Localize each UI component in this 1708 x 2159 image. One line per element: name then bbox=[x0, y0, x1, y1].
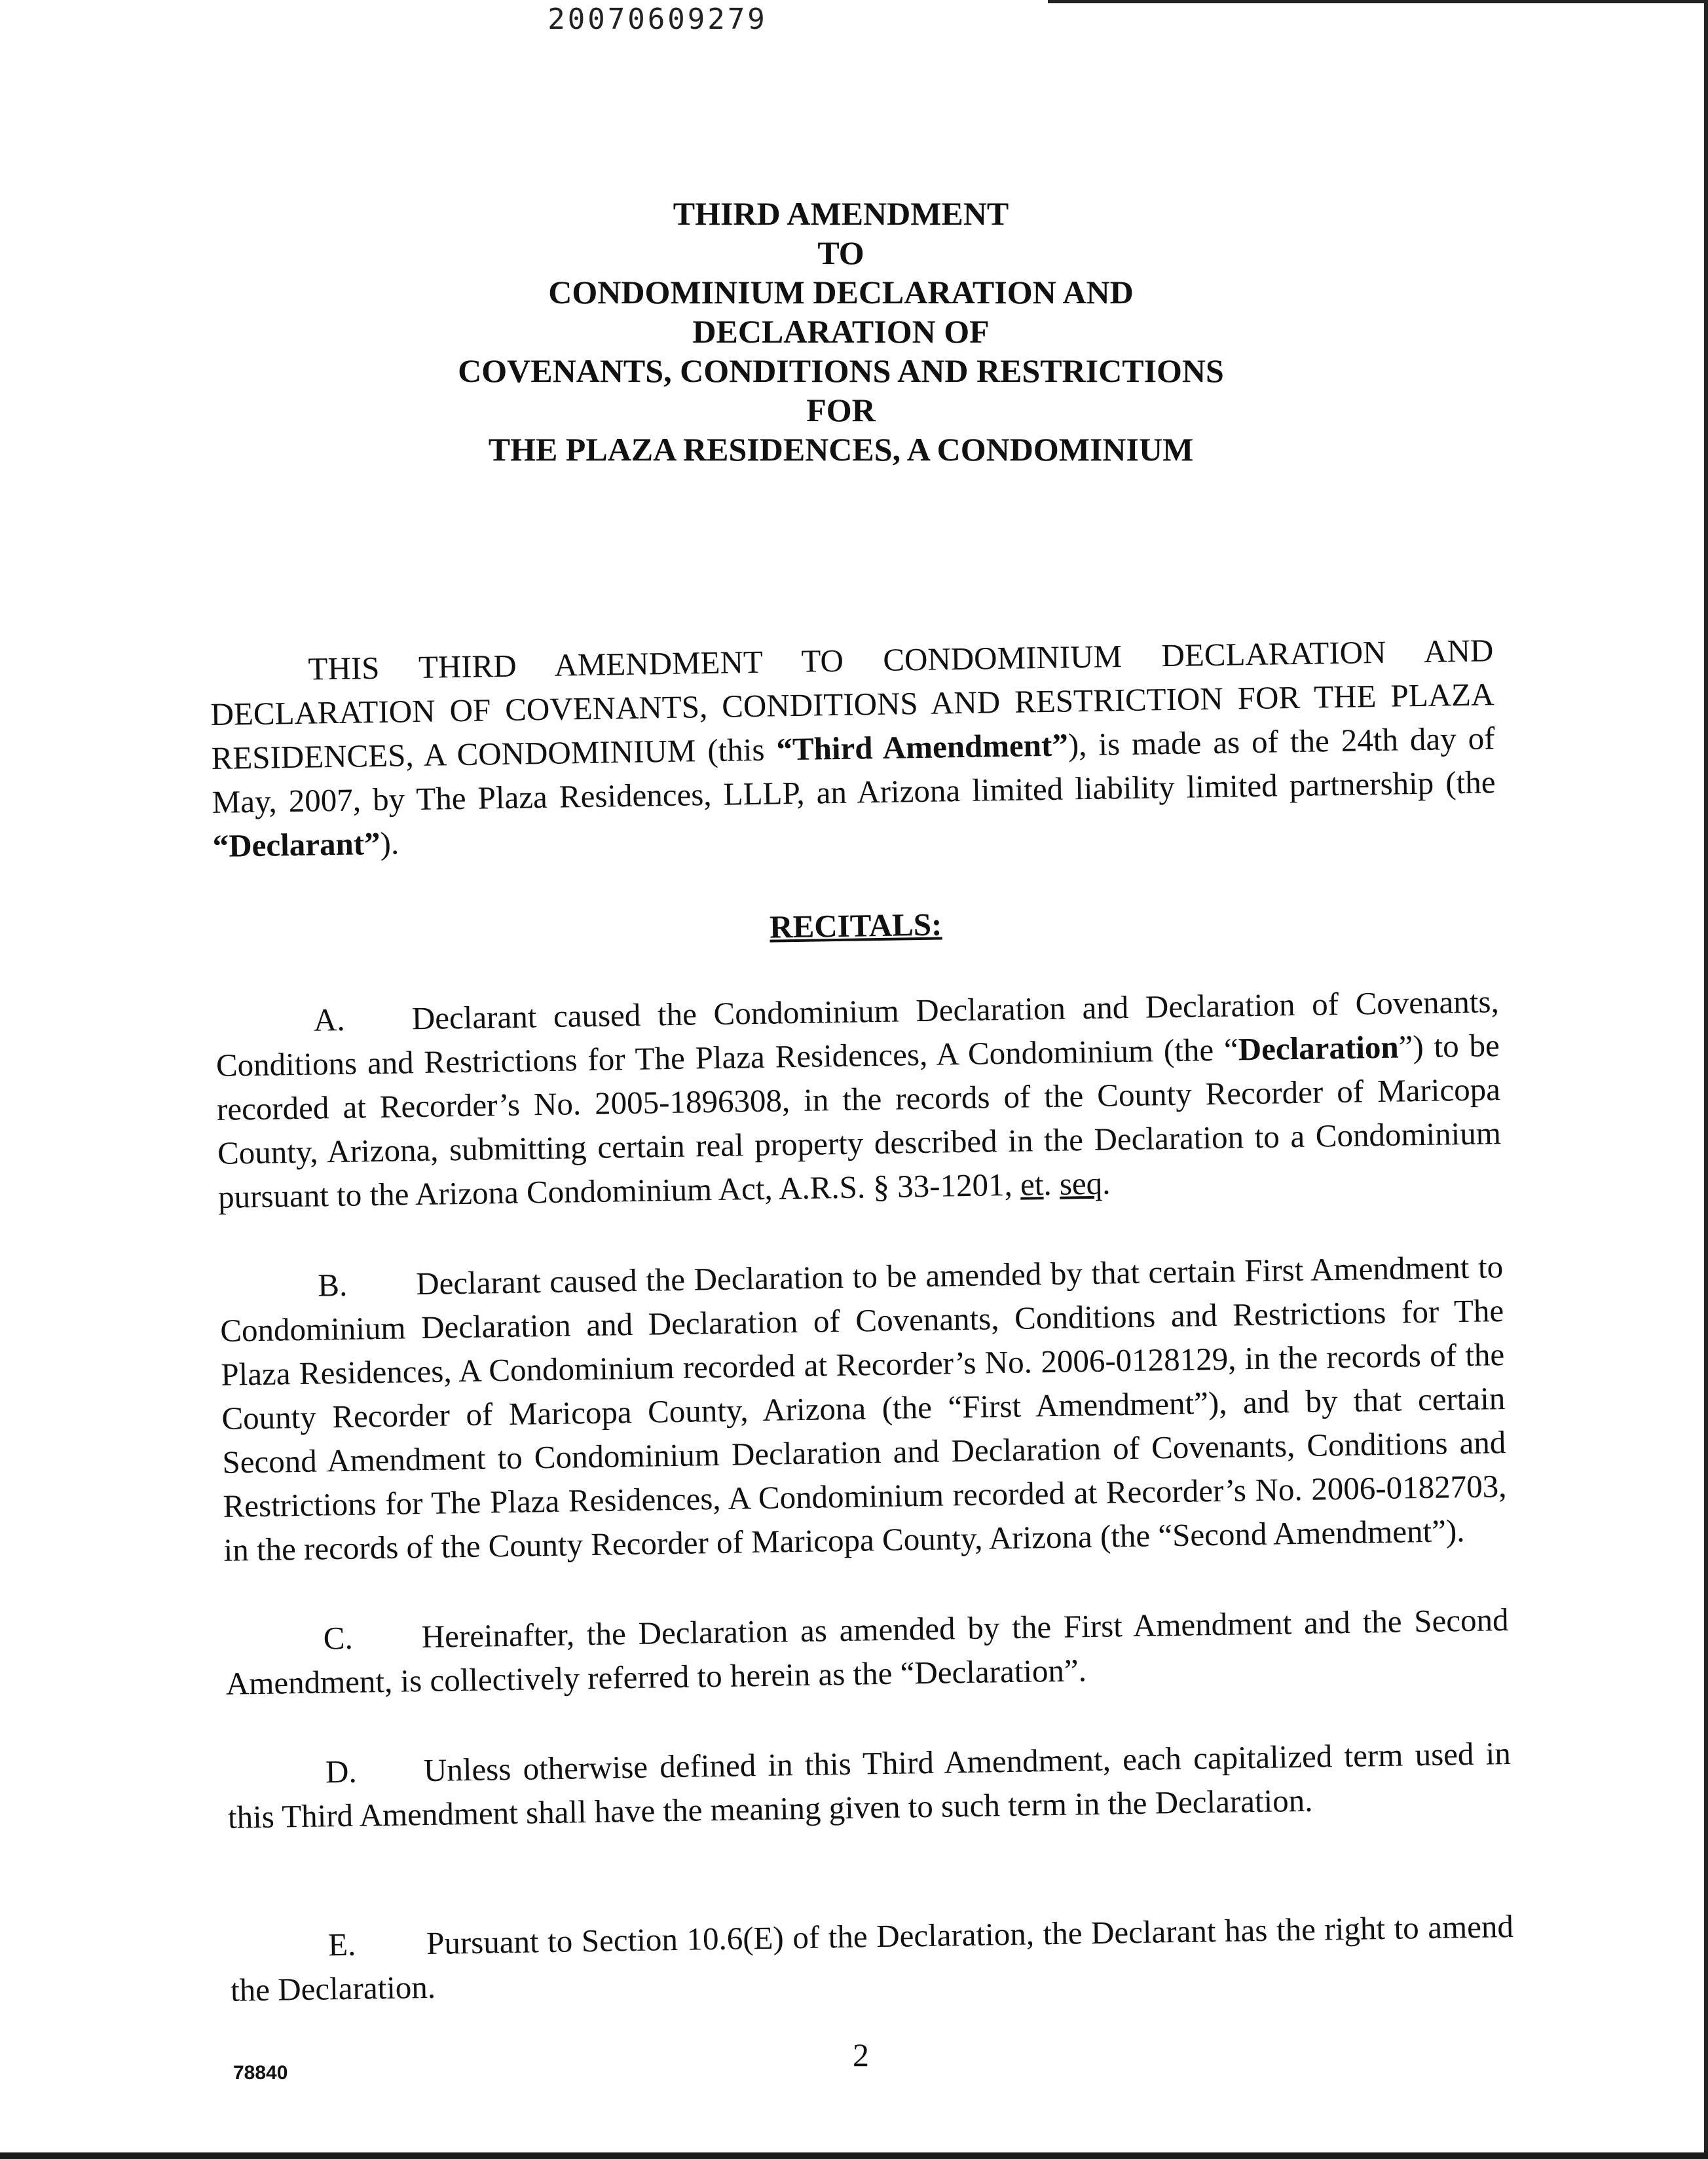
recital-d bbox=[227, 1731, 1512, 1839]
recital-text: Hereinafter, the Declaration as amended by the First Amendment and the Second Amendment, is collectively referred to herein as the “Declaration”. bbox=[225, 1602, 1509, 1702]
recital-letter: C. bbox=[323, 1619, 354, 1657]
intro-paragraph bbox=[210, 628, 1496, 868]
recital-e bbox=[230, 1904, 1515, 2012]
title-line: THIRD AMENDMENT bbox=[673, 195, 1009, 232]
recital-text: ”) to be recorded at Recorder’s No. 2005-1896308, in the records of the County Recorder of Maricopa County, Arizona, submitting certain real property described in the Declaration to a Condominium pursuant to the Arizona Condominium Act, A.R.S. § 33-1201, bbox=[216, 1027, 1502, 1215]
intro-text: ). bbox=[380, 825, 399, 861]
intro-text: THIS THIRD AMENDMENT TO CONDOMINIUM DECLARATION AND DECLARATION OF COVENANTS, CONDITIONS AND RESTRICTION FOR THE PLAZA RESIDENCES, A CONDOMINIUM (this bbox=[210, 632, 1494, 776]
defined-term-declarant: “Declarant” bbox=[212, 825, 381, 864]
title-line: COVENANTS, CONDITIONS AND RESTRICTIONS bbox=[458, 352, 1224, 389]
title-line: CONDOMINIUM DECLARATION AND bbox=[548, 274, 1134, 310]
recital-a bbox=[215, 979, 1502, 1219]
document-title bbox=[0, 194, 1695, 469]
recital-text: Declarant caused the Condominium Declaration and Declaration of Covenants, Conditions and Restrictions for The Plaza Residences, A Condominium (the “ bbox=[215, 983, 1500, 1083]
title-line: DECLARATION OF bbox=[692, 313, 990, 350]
recital-text: Unless otherwise defined in this Third Amendment, each capitalized term used in this Third Amendment shall have the meaning given to such term in the Declaration. bbox=[227, 1735, 1512, 1835]
scan-edge-right bbox=[1704, 0, 1708, 2159]
recital-letter: A. bbox=[313, 1001, 345, 1038]
defined-term-third-amendment: “Third Amendment” bbox=[776, 726, 1069, 768]
citation-et: et bbox=[1020, 1166, 1044, 1203]
recital-text: Pursuant to Section 10.6(E) of the Declaration, the Declarant has the right to amend the Declaration. bbox=[230, 1907, 1514, 2008]
recording-number: 20070609279 bbox=[548, 3, 768, 36]
page-number: 2 bbox=[853, 2037, 869, 2073]
citation-end: . bbox=[1102, 1165, 1111, 1201]
title-line: FOR bbox=[806, 392, 876, 428]
recital-letter: B. bbox=[317, 1266, 348, 1304]
recital-text: Declarant caused the Declaration to be amended by that certain First Amendment to Condominium Declaration and Declaration of Covenants, Conditions and Restrictions for The Plaza Residences, A Condominium recorded at Recorder’s No. 2006-0128129, in the records of the County Recorder of Maricopa County, Arizona (the “First Amendment”), and by that certain Second Amendment to Condominium Declaration and Declaration of Covenants, Conditions and Restrictions for The Plaza Residences, A Condominium recorded at Recorder’s No. 2006-0182703, in the records of the County Recorder of Maricopa County, Arizona (the “Second Amendment”). bbox=[219, 1248, 1507, 1568]
document-body bbox=[210, 628, 1515, 2058]
intro-text: ), is made as of the 24th day of May, 2007, by The Plaza Residences, LLLP, an Arizona limited liability limited partnership (the bbox=[212, 720, 1496, 820]
title-line: THE PLAZA RESIDENCES, A CONDOMINIUM bbox=[488, 431, 1194, 468]
title-line: TO bbox=[817, 235, 864, 271]
recitals-heading: RECITALS: bbox=[769, 906, 942, 945]
document-code: 78840 bbox=[233, 2062, 288, 2084]
citation-dot: . bbox=[1043, 1165, 1060, 1203]
recital-letter: E. bbox=[327, 1926, 356, 1963]
recital-c bbox=[225, 1598, 1510, 1706]
recital-b bbox=[219, 1245, 1508, 1572]
citation-seq: seq bbox=[1059, 1165, 1103, 1202]
defined-term-declaration: Declaration bbox=[1238, 1028, 1400, 1068]
scan-edge-bottom bbox=[0, 2152, 1708, 2159]
recital-letter: D. bbox=[325, 1753, 358, 1790]
